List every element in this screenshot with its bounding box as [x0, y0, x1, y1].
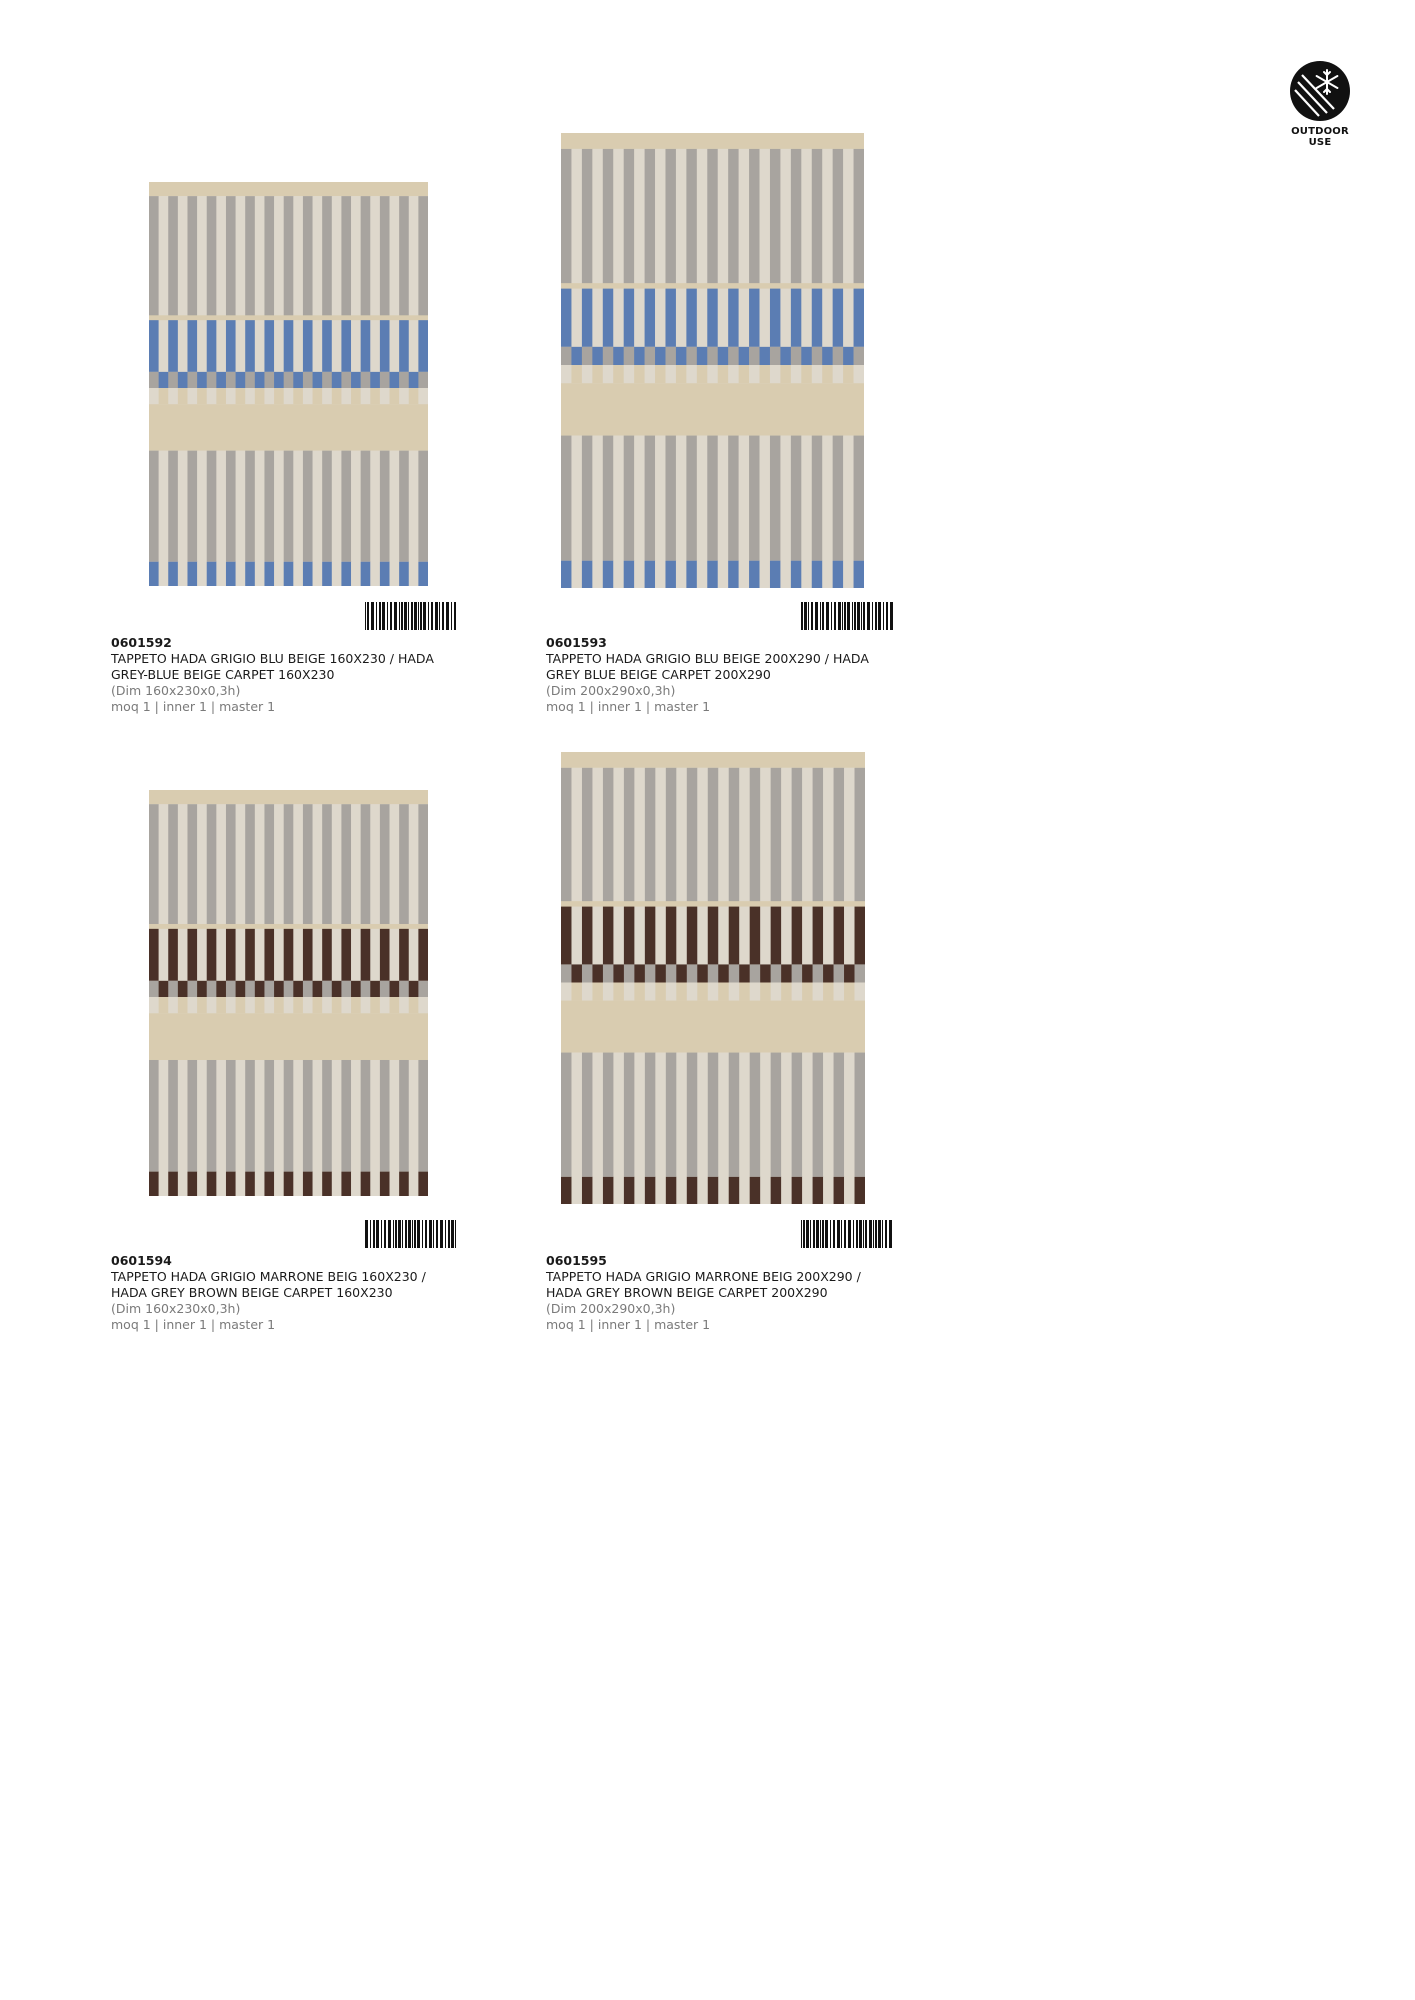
product-code: 0601592: [111, 635, 172, 650]
rug-image: [149, 182, 428, 586]
rug-image: [149, 790, 428, 1196]
product-quantities: moq 1 | inner 1 | master 1: [546, 1317, 711, 1332]
product-title-line2: GREY-BLUE BEIGE CARPET 160X230: [111, 667, 335, 682]
product-title-line2: HADA GREY BROWN BEIGE CARPET 200X290: [546, 1285, 828, 1300]
product-dimensions: (Dim 200x290x0,3h): [546, 683, 676, 698]
barcode: [363, 602, 461, 638]
badge-line2: USE: [1308, 137, 1332, 148]
product-dimensions: (Dim 160x230x0,3h): [111, 1301, 241, 1316]
barcode: [799, 1220, 897, 1256]
product-quantities: moq 1 | inner 1 | master 1: [111, 699, 276, 714]
product-title-line2: GREY BLUE BEIGE CARPET 200X290: [546, 667, 771, 682]
rug-image: [561, 752, 865, 1204]
outdoor-use-badge: [1283, 60, 1357, 148]
product-code: 0601593: [546, 635, 607, 650]
product-dimensions: (Dim 200x290x0,3h): [546, 1301, 676, 1316]
product-title-line1: TAPPETO HADA GRIGIO MARRONE BEIG 200X290 /: [546, 1269, 861, 1284]
product-dimensions: (Dim 160x230x0,3h): [111, 683, 241, 698]
product-code: 0601595: [546, 1253, 607, 1268]
badge-line1: OUTDOOR: [1291, 126, 1349, 137]
snowflake-icon: [1289, 60, 1351, 122]
product-code: 0601594: [111, 1253, 172, 1268]
rug-image: [561, 133, 864, 588]
barcode: [799, 602, 897, 638]
product-title-line1: TAPPETO HADA GRIGIO BLU BEIGE 160X230 / HADA: [111, 651, 434, 666]
product-title-line1: TAPPETO HADA GRIGIO BLU BEIGE 200X290 / HADA: [546, 651, 869, 666]
barcode: [363, 1220, 461, 1256]
product-quantities: moq 1 | inner 1 | master 1: [111, 1317, 276, 1332]
product-quantities: moq 1 | inner 1 | master 1: [546, 699, 711, 714]
product-title-line1: TAPPETO HADA GRIGIO MARRONE BEIG 160X230 /: [111, 1269, 426, 1284]
product-title-line2: HADA GREY BROWN BEIGE CARPET 160X230: [111, 1285, 393, 1300]
